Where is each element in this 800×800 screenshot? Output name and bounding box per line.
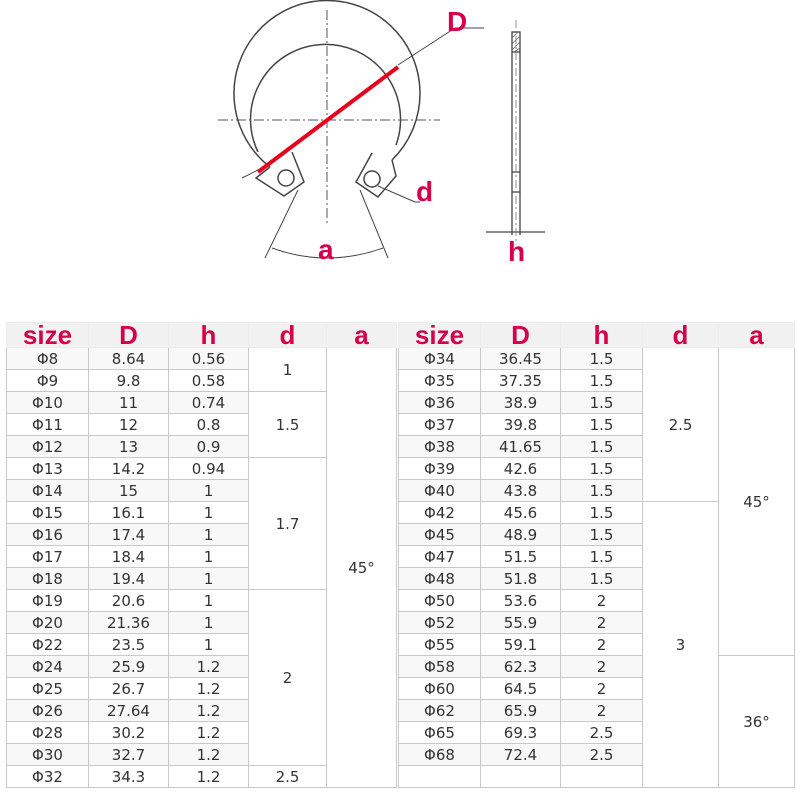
cell-d: 65.9: [481, 700, 561, 722]
cell-size: Φ25: [7, 678, 89, 700]
cell-h: 2: [561, 678, 643, 700]
column-header-d: D: [481, 323, 561, 348]
angle-left-ext: [265, 190, 298, 258]
cell-h: 1: [169, 634, 249, 656]
cell-d: 14.2: [89, 458, 169, 480]
cell-h: 1: [169, 546, 249, 568]
cell-h: 1.2: [169, 656, 249, 678]
cell-size: Φ58: [399, 656, 481, 678]
cell-size: Φ22: [7, 634, 89, 656]
cell-size: Φ68: [399, 744, 481, 766]
cell-h: 1.2: [169, 700, 249, 722]
table-row: [7, 348, 397, 370]
cell-size: Φ13: [7, 458, 89, 480]
cell-size: Φ40: [399, 480, 481, 502]
right-lug: [356, 153, 396, 197]
column-header-d: d: [249, 323, 327, 348]
cell-h: 1.2: [169, 678, 249, 700]
cell-d: 17.4: [89, 524, 169, 546]
d-hole-leader: [378, 186, 415, 202]
cell-d: 13: [89, 436, 169, 458]
cell-size: Φ60: [399, 678, 481, 700]
cell-h: 2: [561, 700, 643, 722]
cell-d: 23.5: [89, 634, 169, 656]
cell-h: 1.2: [169, 744, 249, 766]
cell-h: 0.74: [169, 392, 249, 414]
cell-size: Φ19: [7, 590, 89, 612]
left-lug: [256, 152, 304, 196]
cell-h: 1.5: [561, 524, 643, 546]
spec-table-right: [398, 322, 795, 788]
right-lug-hole: [364, 171, 380, 187]
cell-h: 1.5: [561, 480, 643, 502]
cell-a-group: 45°: [719, 348, 795, 656]
cell-size: Φ8: [7, 348, 89, 370]
angle-right-ext: [360, 190, 388, 258]
cell-h: 0.94: [169, 458, 249, 480]
header-row: [7, 323, 397, 348]
cell-size: Φ34: [399, 348, 481, 370]
cell-d: 8.64: [89, 348, 169, 370]
cell-d: 59.1: [481, 634, 561, 656]
cell-h: 1.5: [561, 502, 643, 524]
cell-size: Φ52: [399, 612, 481, 634]
cell-size: Φ14: [7, 480, 89, 502]
cell-d: 11: [89, 392, 169, 414]
cell-size: Φ30: [7, 744, 89, 766]
cell-h: [561, 766, 643, 788]
cell-h: 1.5: [561, 546, 643, 568]
circlip-drawing-svg: [0, 0, 800, 300]
cell-size: Φ11: [7, 414, 89, 436]
cell-d: 69.3: [481, 722, 561, 744]
column-header-size: size: [399, 323, 481, 348]
cell-h: 0.58: [169, 370, 249, 392]
cell-h: 2.5: [561, 722, 643, 744]
cell-h: 1.2: [169, 766, 249, 788]
column-header-d: D: [89, 323, 169, 348]
cell-h: 2: [561, 590, 643, 612]
cell-d: 27.64: [89, 700, 169, 722]
column-header-d: d: [643, 323, 719, 348]
cell-d: 53.6: [481, 590, 561, 612]
cell-d: 18.4: [89, 546, 169, 568]
cell-d: 16.1: [89, 502, 169, 524]
cell-size: Φ39: [399, 458, 481, 480]
cell-size: Φ26: [7, 700, 89, 722]
cell-size: Φ55: [399, 634, 481, 656]
cell-h: 1.5: [561, 348, 643, 370]
table-row: [399, 348, 795, 370]
column-header-h: h: [561, 323, 643, 348]
cell-d: 45.6: [481, 502, 561, 524]
cell-h: 1: [169, 568, 249, 590]
cell-d-group: 3: [643, 502, 719, 788]
cell-h: 0.56: [169, 348, 249, 370]
cell-d: 15: [89, 480, 169, 502]
cell-d: [481, 766, 561, 788]
cell-d: 37.35: [481, 370, 561, 392]
cell-d-group: 2.5: [643, 348, 719, 502]
cell-d: 30.2: [89, 722, 169, 744]
cell-size: Φ37: [399, 414, 481, 436]
cell-size: Φ45: [399, 524, 481, 546]
label-D: D: [447, 6, 468, 37]
cell-d: 41.65: [481, 436, 561, 458]
cell-d-group: 1: [249, 348, 327, 392]
ring-drawing: [0, 0, 800, 300]
label-d: d: [416, 176, 434, 207]
cell-size: Φ62: [399, 700, 481, 722]
cell-h: 2: [561, 656, 643, 678]
cell-d: 62.3: [481, 656, 561, 678]
cell-d: 43.8: [481, 480, 561, 502]
cell-d: 32.7: [89, 744, 169, 766]
cell-d: 72.4: [481, 744, 561, 766]
cell-d-group: 2: [249, 590, 327, 766]
cell-d: 20.6: [89, 590, 169, 612]
cell-size: Φ12: [7, 436, 89, 458]
cell-h: 0.8: [169, 414, 249, 436]
cell-size: Φ65: [399, 722, 481, 744]
spec-table-left: [6, 322, 397, 788]
cell-size: Φ20: [7, 612, 89, 634]
cell-size: Φ47: [399, 546, 481, 568]
cell-size: [399, 766, 481, 788]
column-header-size: size: [7, 323, 89, 348]
cell-size: Φ48: [399, 568, 481, 590]
cell-h: 1: [169, 524, 249, 546]
cell-d: 51.8: [481, 568, 561, 590]
cell-d: 48.9: [481, 524, 561, 546]
cell-d: 51.5: [481, 546, 561, 568]
cell-h: 1.2: [169, 722, 249, 744]
table-row: [399, 656, 795, 678]
cell-size: Φ17: [7, 546, 89, 568]
cell-d: 36.45: [481, 348, 561, 370]
cell-h: 2: [561, 634, 643, 656]
cell-h: 1.5: [561, 458, 643, 480]
cell-h: 1.5: [561, 370, 643, 392]
cell-size: Φ18: [7, 568, 89, 590]
cell-size: Φ42: [399, 502, 481, 524]
cell-d-group: 2.5: [249, 766, 327, 788]
left-lug-hole: [278, 170, 294, 186]
column-header-a: a: [327, 323, 397, 348]
label-h: h: [508, 236, 526, 267]
cell-d: 21.36: [89, 612, 169, 634]
cell-size: Φ38: [399, 436, 481, 458]
cell-h: 1: [169, 480, 249, 502]
cell-h: 2.5: [561, 744, 643, 766]
cell-a-group: 36°: [719, 656, 795, 788]
cell-d: 64.5: [481, 678, 561, 700]
cell-d: 38.9: [481, 392, 561, 414]
cell-h: 1: [169, 502, 249, 524]
cell-size: Φ16: [7, 524, 89, 546]
cell-h: 1.5: [561, 568, 643, 590]
cell-size: Φ36: [399, 392, 481, 414]
cell-h: 2: [561, 612, 643, 634]
cell-h: 1.5: [561, 392, 643, 414]
cell-h: 1.5: [561, 414, 643, 436]
cell-d-group: 1.7: [249, 458, 327, 590]
cell-size: Φ50: [399, 590, 481, 612]
label-a: a: [318, 234, 334, 265]
cell-size: Φ9: [7, 370, 89, 392]
cell-d: 26.7: [89, 678, 169, 700]
cell-d: 34.3: [89, 766, 169, 788]
ring-inner-edge: [251, 44, 401, 152]
cell-h: 1: [169, 590, 249, 612]
cell-size: Φ32: [7, 766, 89, 788]
cell-d: 42.6: [481, 458, 561, 480]
column-header-a: a: [719, 323, 795, 348]
cell-d: 9.8: [89, 370, 169, 392]
cell-size: Φ24: [7, 656, 89, 678]
cell-d: 25.9: [89, 656, 169, 678]
cell-size: Φ15: [7, 502, 89, 524]
cell-size: Φ35: [399, 370, 481, 392]
cell-d: 55.9: [481, 612, 561, 634]
cell-d: 12: [89, 414, 169, 436]
cell-h: 1: [169, 612, 249, 634]
cell-size: Φ10: [7, 392, 89, 414]
header-row: [399, 323, 795, 348]
cell-d: 39.8: [481, 414, 561, 436]
cell-size: Φ28: [7, 722, 89, 744]
column-header-h: h: [169, 323, 249, 348]
cell-h: 0.9: [169, 436, 249, 458]
cell-d-group: 1.5: [249, 392, 327, 458]
cell-a-group: 45°: [327, 348, 397, 788]
cell-d: 19.4: [89, 568, 169, 590]
cell-h: 1.5: [561, 436, 643, 458]
